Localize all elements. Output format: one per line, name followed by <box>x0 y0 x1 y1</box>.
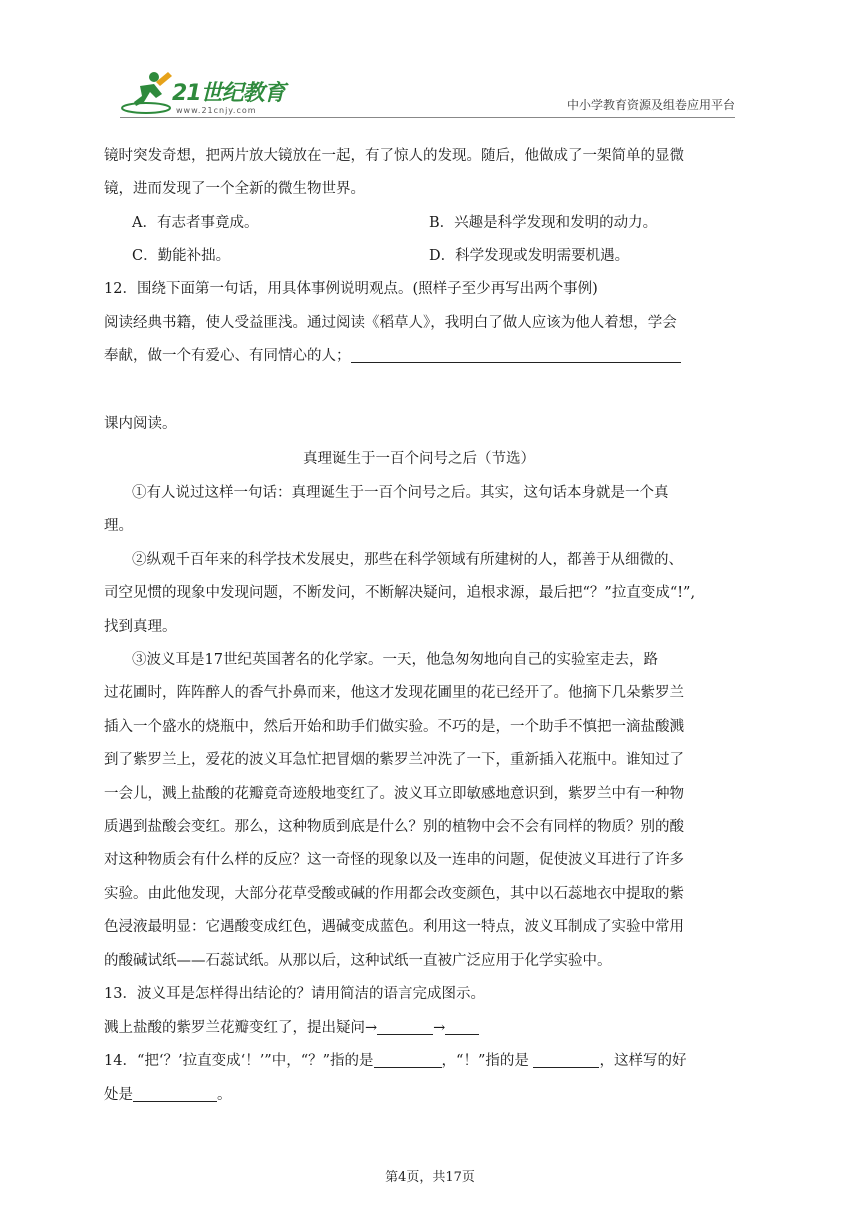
passage-paragraph-line: ②纵观千百年来的科学技术发展史，那些在科学领域有所建树的人，都善于从细微的、 <box>132 552 683 568</box>
page-header <box>120 60 735 120</box>
passage-paragraph-line: 质遇到盐酸会变红。那么，这种物质到底是什么？别的植物中会不会有同样的物质？别的酸 <box>104 819 684 835</box>
answer-blank[interactable] <box>377 1020 433 1035</box>
section-label: 课内阅读。 <box>104 416 177 432</box>
q11-para-line: 镜时突发奇想，把两片放大镜放在一起，有了惊人的发现。随后，他做成了一架简单的显微 <box>104 148 684 164</box>
answer-blank[interactable] <box>374 1053 442 1068</box>
q12-line: 阅读经典书籍，使人受益匪浅。通过阅读《稻草人》，我明白了做人应该为他人着想，学会 <box>104 315 677 331</box>
q14-text: 。 <box>217 1087 232 1103</box>
q12-line <box>104 344 681 365</box>
q11-option-b: B．兴趣是科学发现和发明的动力。 <box>429 215 658 231</box>
passage-paragraph-line: 找到真理。 <box>104 619 177 635</box>
q11-para-line: 镜，进而发现了一个全新的微生物世界。 <box>104 181 365 197</box>
q14-text: ，“！”指的是 <box>441 1053 534 1069</box>
arrow-text: → <box>433 1020 446 1036</box>
passage-paragraph-line: 一会儿，溅上盐酸的花瓣竟奇迹般地变红了。波义耳立即敏感地意识到，紫罗兰中有一种物 <box>104 786 684 802</box>
header-divider <box>120 117 735 118</box>
q13-flow-start: 溅上盐酸的紫罗兰花瓣变红了，提出疑问→ <box>104 1020 378 1036</box>
q12-line-text: 奉献，做一个有爱心、有同情心的人； <box>104 348 351 364</box>
q14-text: 14．“把‘？’拉直变成‘！’”中，“？”指的是 <box>104 1053 374 1069</box>
passage-paragraph-line: 实验。由此他发现，大部分花草受酸或碱的作用都会改变颜色，其中以石蕊地衣中提取的紫 <box>104 886 684 902</box>
logo-text: 21世纪教育 <box>172 81 285 106</box>
platform-name: 中小学教育资源及组卷应用平台 <box>566 98 735 112</box>
passage-paragraph-line: 色浸液最明显：它遇酸变成红色，遇碱变成蓝色。利用这一特点，波义耳制成了实验中常用 <box>104 919 684 935</box>
q14-text: ，这样写的好 <box>599 1053 687 1069</box>
passage-paragraph-line: ③波义耳是17世纪英国著名的化学家。一天，他急匆匆地向自己的实验室走去，路 <box>132 652 658 668</box>
passage-paragraph-line: 到了紫罗兰上，爱花的波义耳急忙把冒烟的紫罗兰冲洗了一下，重新插入花瓶中。谁知过了 <box>104 752 684 768</box>
q14-text: 处是 <box>104 1087 133 1103</box>
passage-title: 真理诞生于一百个问号之后（节选） <box>303 451 535 467</box>
q11-option-d: D．科学发现或发明需要机遇。 <box>429 248 630 264</box>
passage-paragraph-line: ①有人说过这样一句话：真理诞生于一百个问号之后。其实，这句话本身就是一个真 <box>132 485 669 501</box>
q11-option-c: C．勤能补拙。 <box>132 248 231 264</box>
runner-logo-icon <box>120 68 180 116</box>
answer-blank[interactable] <box>351 348 681 363</box>
answer-blank[interactable] <box>533 1053 599 1068</box>
q11-option-a: A．有志者事竟成。 <box>132 215 259 231</box>
passage-paragraph-line: 对这种物质会有什么样的反应？这一奇怪的现象以及一连串的问题，促使波义耳进行了许多 <box>104 852 684 868</box>
q13-stem: 13．波义耳是怎样得出结论的？请用简洁的语言完成图示。 <box>104 986 485 1002</box>
logo <box>120 68 290 116</box>
page-number: 第4页，共17页 <box>385 1170 475 1185</box>
q12-stem: 12．围绕下面第一句话，用具体事例说明观点。(照样子至少再写出两个事例) <box>104 281 598 297</box>
passage-paragraph-line: 的酸碱试纸——石蕊试纸。从那以后，这种试纸一直被广泛应用于化学实验中。 <box>104 953 612 969</box>
passage-paragraph-line: 插入一个盛水的烧瓶中，然后开始和助手们做实验。不巧的是，一个助手不慎把一滴盐酸溅 <box>104 719 684 735</box>
logo-url: www.21cnjy.com <box>176 106 257 115</box>
passage-paragraph-line: 过花圃时，阵阵醉人的香气扑鼻而来，他这才发现花圃里的花已经开了。他摘下几朵紫罗兰 <box>104 685 684 701</box>
q14-line <box>104 1049 686 1070</box>
passage-paragraph-line: 理。 <box>104 518 133 534</box>
answer-blank[interactable] <box>445 1020 479 1035</box>
passage-paragraph-line: 司空见惯的现象中发现问题，不断发问，不断解决疑问，追根求源，最后把“？”拉直变成“!”, <box>104 585 696 601</box>
q14-line <box>104 1083 232 1104</box>
q13-flow <box>104 1016 479 1037</box>
answer-blank[interactable] <box>133 1087 217 1102</box>
